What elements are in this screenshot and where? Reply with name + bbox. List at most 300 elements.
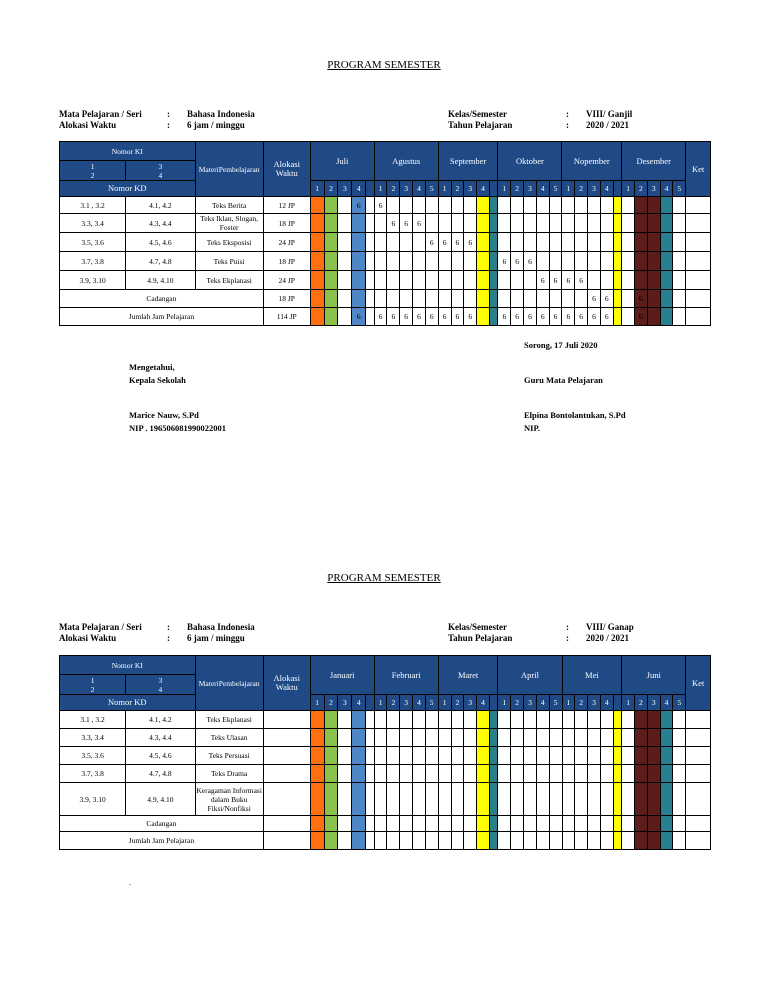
week-cell [387,729,400,747]
week-cell: 6 [374,197,387,214]
week-number [613,695,622,711]
week-cell [366,729,375,747]
jp-cell: 18 JP [263,214,310,233]
week-cell [374,290,387,308]
kd-4: 4.3, 4.4 [126,729,195,747]
page2-title: PROGRAM SEMESTER [327,572,441,584]
week-cell [324,197,338,214]
cadangan-label: Cadangan [60,290,264,308]
week-cell [622,711,635,729]
week-cell [575,816,588,832]
week-cell [310,832,324,850]
colon: : [566,622,569,632]
week-cell [673,783,686,816]
week-cell [338,747,352,765]
week-number: 4 [536,695,549,711]
week-cell [489,197,498,214]
materi-cell: Teks Drama [195,765,263,783]
week-cell [511,783,524,816]
week-cell [438,252,451,271]
ket-cell [686,832,711,850]
week-number: 1 [310,181,324,197]
week-cell [549,214,562,233]
week-cell [352,252,366,271]
week-cell [464,214,477,233]
week-cell [673,729,686,747]
materi-cell: Teks Persuasi [195,747,263,765]
week-cell [310,711,324,729]
week-cell [387,197,400,214]
week-cell [324,747,338,765]
month-header: Agustus [374,142,438,181]
week-cell [660,233,673,252]
week-cell [635,271,648,290]
week-cell [498,214,511,233]
week-cell: 6 [575,308,588,326]
table-row [60,765,711,783]
week-cell [600,783,613,816]
week-cell [400,271,413,290]
jp-cell: 18 JP [263,252,310,271]
week-cell [673,816,686,832]
week-cell [613,214,622,233]
week-number: 3 [647,695,660,711]
week-cell: 6 [464,233,477,252]
week-cell [366,290,375,308]
kelas-value: VIII/ Ganjil [586,109,633,119]
kepala-nip: NIP . 196506081990022001 [129,423,227,433]
ki-2: 2 [90,170,95,180]
week-cell [477,729,490,747]
mengetahui-label: Mengetahui, [129,362,175,372]
week-number: 2 [575,181,588,197]
week-cell: 6 [536,271,549,290]
ket-cell [686,783,711,816]
week-cell [673,252,686,271]
table-row [60,729,711,747]
week-cell [387,765,400,783]
week-cell [374,816,387,832]
week-cell [600,233,613,252]
week-number: 3 [524,695,537,711]
month-header: Oktober [498,142,562,181]
week-cell: 6 [536,308,549,326]
week-cell [549,747,562,765]
week-cell [536,214,549,233]
week-cell [600,747,613,765]
ki-2: 2 [90,684,95,694]
week-cell [477,271,490,290]
week-cell [511,816,524,832]
month-header: April [498,656,562,695]
tahun-label: Tahun Pelajaran [448,120,513,130]
ket-cell [686,729,711,747]
ket-cell [686,765,711,783]
week-cell [374,729,387,747]
week-cell [575,711,588,729]
week-cell [438,197,451,214]
ket-cell [686,747,711,765]
colon: : [167,633,170,643]
week-cell: 6 [588,308,601,326]
week-cell [489,214,498,233]
week-cell [635,747,648,765]
month-header: Februari [374,656,438,695]
week-cell [477,783,490,816]
week-cell [413,233,426,252]
table-row [60,214,711,233]
month-header: Desember [622,142,686,181]
week-cell [588,747,601,765]
week-number: 2 [451,695,464,711]
week-cell [338,214,352,233]
month-header: Mei [562,656,622,695]
week-cell [387,816,400,832]
week-cell [536,783,549,816]
week-cell [600,252,613,271]
week-cell [324,711,338,729]
mapel-label: Mata Pelajaran / Seri [59,622,142,632]
week-cell [498,271,511,290]
colon: : [566,120,569,130]
kd-3: 3.9, 3.10 [60,271,126,290]
kd-3: 3.9, 3.10 [60,783,126,816]
week-cell [400,233,413,252]
week-number: 5 [549,181,562,197]
week-cell [413,290,426,308]
week-cell: 6 [635,290,648,308]
week-cell [562,252,575,271]
week-cell [464,747,477,765]
week-number: 1 [374,695,387,711]
week-cell [524,783,537,816]
week-cell [600,711,613,729]
ket-cell [686,271,711,290]
week-cell [366,765,375,783]
week-cell [366,252,375,271]
guru-name: Elpina Bontolantukan, S.Pd [524,410,626,420]
week-cell [400,290,413,308]
week-cell [451,290,464,308]
kelas-label: Kelas/Semester [448,622,507,632]
week-cell [524,711,537,729]
week-cell: 6 [352,308,366,326]
alokasi-value: 6 jam / minggu [187,120,245,130]
week-cell [562,233,575,252]
jp-cell: 24 JP [263,271,310,290]
week-number: 2 [387,695,400,711]
week-cell [613,233,622,252]
week-cell [489,252,498,271]
ket-cell [686,816,711,832]
kd-3: 3.7, 3.8 [60,252,126,271]
week-cell [536,816,549,832]
week-cell [588,711,601,729]
week-cell [324,308,338,326]
week-cell [524,832,537,850]
week-cell: 6 [400,308,413,326]
week-number: 4 [660,695,673,711]
cadangan-jp [263,816,310,832]
week-cell [310,290,324,308]
week-cell [600,729,613,747]
kepala-name: Marice Nauw, S.Pd [129,410,199,420]
week-number: 3 [400,695,413,711]
week-cell [647,765,660,783]
week-cell [673,308,686,326]
week-cell [387,252,400,271]
week-number: 1 [438,695,451,711]
week-cell: 6 [549,271,562,290]
week-cell [387,783,400,816]
week-cell [498,765,511,783]
week-cell [366,197,375,214]
jp-cell [263,711,310,729]
week-cell [635,832,648,850]
week-cell [622,765,635,783]
week-cell [374,832,387,850]
week-cell [511,214,524,233]
week-cell: 6 [387,214,400,233]
week-cell [511,233,524,252]
table-row [60,747,711,765]
week-number: 3 [400,181,413,197]
week-cell [536,233,549,252]
month-header: Nopember [562,142,622,181]
week-number: 5 [673,695,686,711]
week-cell [660,271,673,290]
week-cell: 6 [438,233,451,252]
week-cell [673,711,686,729]
week-cell [387,747,400,765]
week-cell [498,747,511,765]
kepala-sekolah-label: Kepala Sekolah [129,375,186,385]
week-cell [600,214,613,233]
materi-header: MateriPembelajaran [195,656,263,711]
week-cell [511,747,524,765]
week-cell [413,197,426,214]
week-cell [613,252,622,271]
week-cell [477,290,490,308]
week-cell [310,816,324,832]
table-row [60,271,711,290]
week-cell [477,233,490,252]
week-cell [310,765,324,783]
week-number: 2 [387,181,400,197]
week-cell [536,729,549,747]
week-cell [438,729,451,747]
week-cell [425,729,438,747]
jumlah-row [60,832,711,850]
week-cell [600,765,613,783]
kd-3: 3.7, 3.8 [60,765,126,783]
week-cell [647,711,660,729]
week-cell [562,290,575,308]
week-cell [352,290,366,308]
week-cell [489,765,498,783]
jp-cell [263,765,310,783]
week-cell [400,252,413,271]
week-cell [400,783,413,816]
alokasi-label: Alokasi Waktu [59,120,117,130]
week-cell [451,214,464,233]
week-cell [524,197,537,214]
week-cell [425,832,438,850]
kd-4: 4.9, 4.10 [126,783,195,816]
week-cell [413,747,426,765]
week-cell [673,214,686,233]
week-cell [660,308,673,326]
materi-header: MateriPembelajaran [195,142,263,197]
week-cell [622,197,635,214]
week-cell [562,197,575,214]
week-number: 4 [477,181,490,197]
kd-3: 3.5, 3.6 [60,747,126,765]
nomor-kd-header: Nomor KD [60,695,196,711]
week-cell [647,252,660,271]
ket-cell [686,214,711,233]
week-cell [477,252,490,271]
month-header: September [438,142,498,181]
week-cell [352,729,366,747]
mapel-label: Mata Pelajaran / Seri [59,109,142,119]
week-cell [673,197,686,214]
week-number: 2 [575,695,588,711]
week-cell [635,783,648,816]
ki-1: 1 [90,161,95,171]
week-cell: 6 [549,308,562,326]
week-cell [451,729,464,747]
week-cell [352,747,366,765]
program-semester-table-ganjil [59,141,711,326]
week-cell [451,252,464,271]
ket-cell [686,233,711,252]
week-cell [438,711,451,729]
week-cell [464,765,477,783]
ki-4: 4 [158,684,163,694]
week-cell [451,747,464,765]
week-cell [477,765,490,783]
week-cell [489,233,498,252]
week-cell [498,290,511,308]
week-cell: 6 [374,308,387,326]
week-cell [647,233,660,252]
week-cell [425,816,438,832]
kd-4: 4.5, 4.6 [126,747,195,765]
week-number: 4 [413,695,426,711]
week-cell [613,271,622,290]
week-cell [524,271,537,290]
week-cell [387,271,400,290]
week-cell [549,816,562,832]
week-number: 2 [635,695,648,711]
week-cell [498,197,511,214]
week-number: 5 [425,181,438,197]
alokasi-header: Alokasi Waktu [263,142,310,197]
guru-label: Guru Mata Pelajaran [524,375,603,385]
week-cell [622,729,635,747]
week-cell [600,197,613,214]
week-cell [635,729,648,747]
materi-cell: Teks Ekplanasi [195,271,263,290]
week-cell [613,816,622,832]
month-header: Juli [310,142,374,181]
week-cell: 6 [425,233,438,252]
week-cell [622,747,635,765]
week-cell [451,197,464,214]
colon: : [167,622,170,632]
week-cell [647,747,660,765]
week-cell [588,252,601,271]
footnote: . [129,877,132,887]
week-cell [489,816,498,832]
week-cell [647,308,660,326]
week-cell [374,747,387,765]
week-cell [310,729,324,747]
week-cell [660,832,673,850]
week-cell [400,711,413,729]
month-header: Juni [622,656,686,695]
week-cell [613,783,622,816]
week-cell [549,765,562,783]
week-cell [400,832,413,850]
week-cell [635,252,648,271]
week-cell [425,197,438,214]
week-cell [549,729,562,747]
kd-4: 4.1, 4.2 [126,711,195,729]
week-cell [324,832,338,850]
week-cell [477,747,490,765]
jp-cell: 24 JP [263,233,310,252]
week-cell [524,765,537,783]
week-cell [324,214,338,233]
week-cell [635,711,648,729]
materi-cell: Teks Eksposisi [195,233,263,252]
week-cell [464,290,477,308]
week-cell [562,711,575,729]
week-cell [438,816,451,832]
week-cell [310,783,324,816]
week-cell [477,308,490,326]
week-cell [338,252,352,271]
week-cell [536,252,549,271]
week-cell: 6 [588,290,601,308]
page1-title: PROGRAM SEMESTER [327,59,441,71]
week-number: 5 [673,181,686,197]
week-cell [673,765,686,783]
week-cell: 6 [451,308,464,326]
week-cell [536,747,549,765]
week-cell [438,214,451,233]
week-cell [477,816,490,832]
week-cell [438,765,451,783]
colon: : [167,109,170,119]
week-cell: 6 [352,197,366,214]
week-number: 1 [498,181,511,197]
week-cell: 6 [562,271,575,290]
week-cell [338,832,352,850]
week-cell [575,197,588,214]
cadangan-label: Cadangan [60,816,264,832]
week-cell [549,252,562,271]
week-cell [511,729,524,747]
week-cell [310,197,324,214]
week-cell [622,816,635,832]
week-cell [489,747,498,765]
week-cell [588,783,601,816]
week-cell [575,214,588,233]
week-cell [588,729,601,747]
